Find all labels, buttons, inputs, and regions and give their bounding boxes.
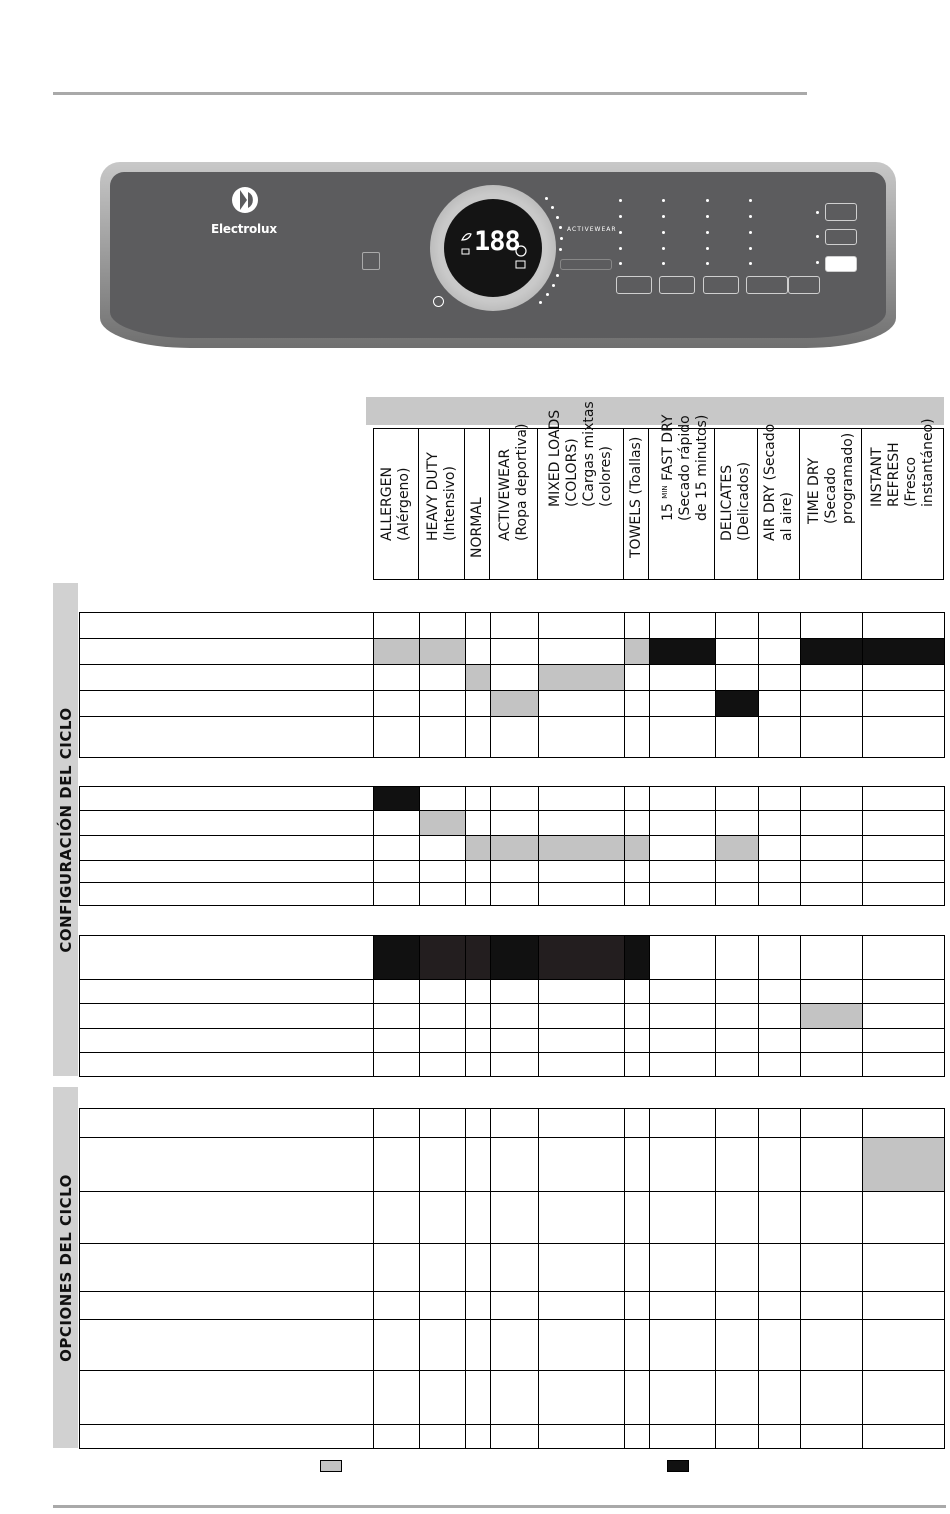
dial-dot xyxy=(559,226,562,229)
col-line: (Secado xyxy=(822,467,839,524)
column-header-heavy-duty xyxy=(419,428,465,580)
col-line: MIXED LOADS xyxy=(546,409,563,507)
indicator-dot xyxy=(706,231,709,234)
column-header-instant-refresh xyxy=(862,418,944,580)
col-line: (Cargas mixtas xyxy=(580,401,597,507)
table-row xyxy=(80,691,945,717)
column-header-towels xyxy=(624,428,649,580)
indicator-dot xyxy=(662,231,665,234)
dial-dot xyxy=(551,206,554,209)
section-title: OPCIONES DEL CICLO xyxy=(56,1173,75,1362)
dial-dot xyxy=(552,284,555,287)
config-table-time xyxy=(79,935,945,1077)
start-pause-button[interactable] xyxy=(825,256,857,272)
dial-dot xyxy=(560,237,563,240)
column-header-mixed-loads xyxy=(538,401,624,580)
power-icon[interactable] xyxy=(433,296,444,307)
indicator-dot xyxy=(706,262,709,265)
table-row xyxy=(80,613,945,639)
option-button-2[interactable] xyxy=(659,276,695,294)
column-header-fast-dry xyxy=(649,414,715,580)
table-row xyxy=(80,1425,945,1449)
options-table xyxy=(79,1108,945,1449)
table-row xyxy=(80,980,945,1004)
table-row xyxy=(80,1138,945,1192)
option-button-5[interactable] xyxy=(788,276,820,294)
col-line: ACTIVEWEAR xyxy=(496,448,513,541)
table-row xyxy=(80,1292,945,1320)
option-button-3[interactable] xyxy=(703,276,739,294)
table-row xyxy=(80,1371,945,1425)
indicator-dot xyxy=(619,199,622,202)
column-header-activewear xyxy=(490,423,538,580)
table-row xyxy=(80,836,945,861)
indicator-dot xyxy=(816,261,819,264)
dial-dot xyxy=(556,216,559,219)
indicator-dot xyxy=(662,262,665,265)
dial-dot xyxy=(545,197,548,200)
col-line: (colores) xyxy=(597,446,614,507)
table-row xyxy=(80,936,945,980)
col-line: TOWELS (Toallas) xyxy=(628,436,644,558)
col-line: AIR DRY (Secado xyxy=(761,423,778,541)
section-cycle-config xyxy=(53,583,78,1076)
config-table-dryness xyxy=(79,612,945,758)
dial-dot xyxy=(539,301,542,304)
legend-black-swatch xyxy=(667,1460,689,1472)
indicator-dot xyxy=(706,247,709,250)
col-line: (Fresco xyxy=(902,456,919,507)
energy-star-icon xyxy=(362,252,380,270)
matrix-header-bar xyxy=(366,397,944,425)
col-line: NORMAL xyxy=(469,497,485,558)
col-line: FAST DRY xyxy=(659,414,676,481)
col-line: (Alérgeno) xyxy=(396,467,412,541)
legend-gray-swatch xyxy=(320,1460,342,1472)
col-line: (Delicados) xyxy=(736,461,752,541)
indicator-dot xyxy=(749,247,752,250)
table-row xyxy=(80,787,945,811)
indicator-dot xyxy=(706,199,709,202)
column-header-normal xyxy=(465,428,490,580)
indicator-dot xyxy=(619,215,622,218)
col-sup: MIN xyxy=(660,485,669,499)
table-row xyxy=(80,665,945,691)
indicator-dot xyxy=(816,211,819,214)
col-line: (Ropa deportiva) xyxy=(513,423,530,541)
indicator-dot xyxy=(749,231,752,234)
dial-dot xyxy=(556,274,559,277)
indicator-dot xyxy=(749,199,752,202)
indicator-dot xyxy=(619,231,622,234)
brand-name: Electrolux xyxy=(211,222,277,236)
table-row xyxy=(80,1320,945,1371)
config-table-temperature xyxy=(79,786,945,906)
col-line: HEAVY DUTY xyxy=(424,452,441,541)
table-row xyxy=(80,883,945,906)
col-line: TIME DRY xyxy=(805,457,822,524)
bottom-divider xyxy=(53,1505,946,1508)
dial-indicator-bar xyxy=(560,259,612,270)
indicator-dot xyxy=(749,262,752,265)
column-header-time-dry xyxy=(800,428,862,580)
column-header-air-dry xyxy=(758,423,800,580)
section-cycle-options xyxy=(53,1087,78,1448)
indicator-dot xyxy=(816,235,819,238)
indicator-dot xyxy=(619,262,622,265)
col-line: programado) xyxy=(839,432,856,524)
indicator-dot xyxy=(749,215,752,218)
indicator-dot xyxy=(619,247,622,250)
timer-icon xyxy=(515,244,527,270)
col-line: DELICATES xyxy=(719,464,735,541)
indicator-dot xyxy=(706,215,709,218)
time-display: 188 xyxy=(474,226,520,257)
table-row xyxy=(80,717,945,758)
table-row xyxy=(80,1192,945,1244)
table-row xyxy=(80,811,945,836)
indicator-dot xyxy=(662,215,665,218)
indicator-dot xyxy=(662,247,665,250)
top-divider xyxy=(53,92,807,95)
col-line: (Secado rápido xyxy=(676,415,693,521)
column-header-allergen xyxy=(373,428,419,580)
eco-leaf-icon xyxy=(460,232,472,256)
dial-dot xyxy=(559,248,562,251)
column-header-delicates xyxy=(715,428,758,580)
col-line: (Intensivo) xyxy=(441,466,458,541)
table-row xyxy=(80,1244,945,1292)
col-line: (COLORS) xyxy=(563,438,580,507)
table-row xyxy=(80,1004,945,1029)
col-line: 15 xyxy=(659,503,676,521)
option-button-1[interactable] xyxy=(616,276,652,294)
side-button-top[interactable] xyxy=(825,203,857,221)
col-line: REFRESH xyxy=(885,442,902,507)
col-line: al aire) xyxy=(778,492,795,541)
col-line: de 15 minutos) xyxy=(693,414,710,521)
dial-dot xyxy=(546,293,549,296)
activewear-label: ACTIVEWEAR xyxy=(567,226,617,233)
table-row xyxy=(80,1029,945,1053)
side-button-middle[interactable] xyxy=(825,229,857,245)
col-line: ALLERGEN xyxy=(379,467,395,541)
section-title: CONFIGURACIÓN DEL CICLO xyxy=(56,706,75,953)
table-row xyxy=(80,1109,945,1138)
indicator-dot xyxy=(662,199,665,202)
table-row xyxy=(80,1053,945,1077)
table-row xyxy=(80,639,945,665)
col-line: INSTANT xyxy=(868,447,885,507)
electrolux-logo-icon xyxy=(231,186,259,214)
table-row xyxy=(80,861,945,883)
option-button-4[interactable] xyxy=(746,276,788,294)
col-line: instantáneo) xyxy=(919,418,936,507)
